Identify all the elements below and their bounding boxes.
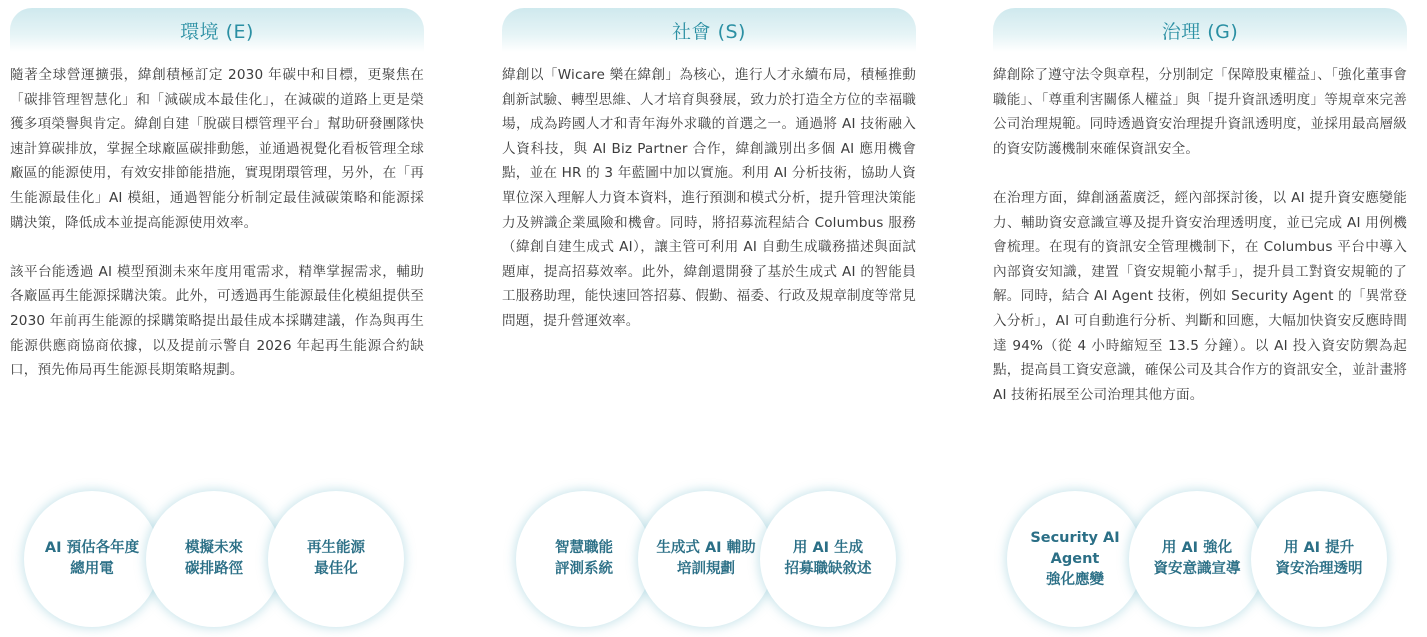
highlight-security-awareness: 用 AI 強化 資安意識宣導 [1129,491,1265,627]
highlight-genai-training-planning: 生成式 AI 輔助 培訓規劃 [638,491,774,627]
environment-highlights [24,491,424,631]
governance-paragraph-2: 在治理方面，緯創涵蓋廣泛，經內部探討後，以 AI 提升資安應變能力、輔助資安意識宣導及提升資安治理透明度，並已完成 AI 用例機會梳理。在現有的資訊安全管理機制下，在 Columbus 平台中導入內部資安知識，建置「資安規範小幫手」，提升員工對資安規範的了解。同時，結合 AI Agent 技術，例如 Security Agent 的「異常登入分析」，AI 可自動進行分析、判斷和回應，大幅加快資安反應時間達 94%（從 4 小時縮短至 13.5 分鐘）。以 AI 投入資安防禦為起點，提高員工資安意識，確保公司及其合作方的資訊安全，並計畫將 AI 技術拓展至公司治理其他方面。 [993,189,1407,403]
environment-paragraph-2: 該平台能透過 AI 模型預測未來年度用電需求，精準掌握需求，輔助各廠區再生能源採購決策。此外，可透過再生能源最佳化模組提供至 2030 年前再生能源的採購策略提出最佳成本採購建議，作為與再生能源供應商協商依據，以及提前示警自 2026 年起再生能源合約缺口，預先佈局再生能源長期策略規劃。 [10,263,424,379]
governance-header: 治理 (G) [993,8,1407,52]
highlight-renewable-optimization: 再生能源 最佳化 [268,491,404,627]
social-paragraph-1: 緯創以「Wicare 樂在緯創」為核心，進行人才永續布局，積極推動創新試驗、轉型思維、人才培育與發展，致力於打造全方位的幸福職場，成為跨國人才和青年海外求職的首選之一。通過將 AI 技術融入人資科技，與 AI Biz Partner 合作，緯創識別出多個 AI 應用機會點，並在 HR 的 3 年藍圖中加以實施。利用 AI 分析技術，協助人資單位深入理解人力資本資料，進行預測和模式分析，提升管理決策能力及辨識企業風險和機會。同時，將招募流程結合 Columbus 服務（緯創自建生成式 AI），讓主管可利用 AI 自動生成職務描述與面試題庫，提高招募效率。此外，緯創還開發了基於生成式 AI 的智能員工服務助理，能快速回答招募、假勤、福委、行政及規章制度等常見問題，提升營運效率。 [502,67,916,329]
highlight-carbon-path-simulation: 模擬未來 碳排路徑 [146,491,282,627]
environment-header: 環境 (E) [10,8,424,52]
social-header: 社會 (S) [502,8,916,52]
social-body [502,63,916,334]
social-column [502,8,916,633]
highlight-ai-job-description: 用 AI 生成 招募職缺敘述 [760,491,896,627]
highlight-ai-power-forecast: AI 預估各年度 總用電 [24,491,160,627]
highlight-security-governance-transparency: 用 AI 提升 資安治理透明 [1251,491,1387,627]
environment-column [10,8,424,633]
environment-paragraph-1: 隨著全球營運擴張，緯創積極訂定 2030 年碳中和目標，更聚焦在「碳排管理智慧化」和「減碳成本最佳化」，在減碳的道路上更是榮獲多項榮譽與肯定。緯創自建「脫碳目標管理平台」幫助研發團隊快速計算碳排放，掌握全球廠區碳排動態，並通過視覺化看板管理全球廠區的能源使用，有效安排節能措施，實現閉環管理，另外，在「再生能源最佳化」AI 模組，通過智能分析制定最佳減碳策略和能源採購決策，降低成本並提高能源使用效率。 [10,67,424,231]
governance-column [993,8,1407,633]
governance-highlights [1007,491,1407,631]
highlight-security-ai-agent: Security AI Agent 強化應變 [1007,491,1143,627]
governance-body [993,63,1407,407]
social-highlights [516,491,916,631]
environment-body [10,63,424,383]
highlight-competency-assessment: 智慧職能 評測系統 [516,491,652,627]
governance-paragraph-1: 緯創除了遵守法令與章程，分別制定「保障股東權益」、「強化董事會職能」、「尊重利害關係人權益」與「提升資訊透明度」等規章來完善公司治理規範。同時透過資安治理提升資訊透明度，並採用最高層級的資安防護機制來確保資訊安全。 [993,67,1407,157]
